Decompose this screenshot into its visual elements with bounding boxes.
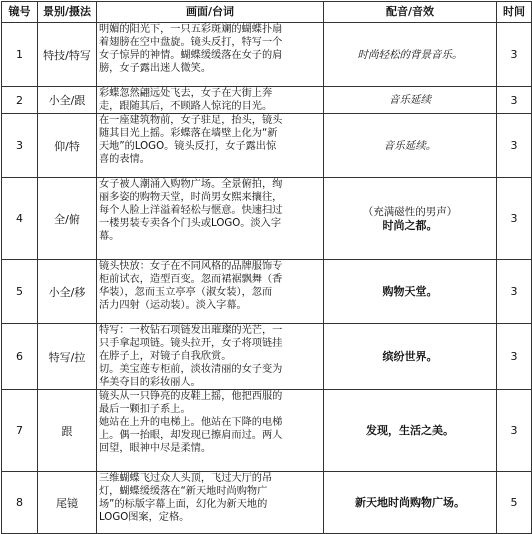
shot-duration: 3 [497, 87, 532, 114]
description-line: 喜的表情。 [99, 154, 150, 165]
description-line: 天地”的LOGO。镜头反打，女子露出惊 [99, 141, 277, 152]
shot-duration: 3 [497, 390, 532, 472]
description-line: 彩蝶忽然翩远处飞去，女子在大街上奔 [99, 88, 273, 99]
header-shot-number: 镜号 [2, 2, 38, 23]
shot-number: 8 [2, 472, 38, 534]
description-line: 特写：一枚钻石项链发出璀璨的光芒，一 [99, 325, 283, 336]
storyboard-table [1, 1, 532, 534]
voiceover-sound [324, 390, 497, 472]
table-row [2, 324, 532, 390]
voiceover-line: 缤纷世界。 [382, 349, 438, 363]
description-line: 走，跟随其后，不顾路人惊诧的目光。 [99, 101, 273, 112]
shot-duration: 3 [497, 260, 532, 324]
voiceover-line: 新天地时尚购物广场。 [355, 495, 465, 509]
scene-description [97, 114, 324, 178]
scene-description [97, 324, 324, 390]
voiceover-line: 购物天堂。 [382, 284, 438, 298]
description-line: 随其目光上摇。彩蝶落在墙壁上化为“新 [99, 128, 278, 139]
voiceover-sound [324, 178, 497, 260]
description-line: 明媚的阳光下，一只五彩斑斓的蝴蝶扑扇 [99, 24, 283, 35]
description-line: 三维蝴蝶飞过众人头顶，飞过大厅的吊 [99, 473, 273, 484]
shot-number: 2 [2, 87, 38, 114]
voiceover-line: 时尚之都。 [382, 218, 438, 232]
description-line: 她站在上升的电梯上。他站在下降的电梯 [99, 417, 283, 428]
shot-duration: 3 [497, 324, 532, 390]
table-row [2, 114, 532, 178]
description-line: 只手拿起项链。镜头拉开，女子将项链挂 [99, 338, 283, 349]
description-line: 一楼男装专卖各个门头或LOGO。淡入字 [99, 218, 282, 229]
shot-duration: 3 [497, 178, 532, 260]
description-line: 每个人脸上洋溢着轻松与惬意。快速扫过 [99, 205, 283, 216]
shot-duration: 3 [497, 23, 532, 87]
shot-type: 全/俯 [38, 178, 97, 260]
description-line: 活力四射（运动装）。淡入字幕。 [99, 300, 247, 311]
scene-description [97, 390, 324, 472]
description-line: 镜头快放：女子在不同风格的品牌服饰专 [99, 261, 283, 272]
description-line: 女子惊异的神情。蝴蝶缓缓落在女子的肩 [99, 50, 283, 61]
shot-type: 小全/移 [38, 260, 97, 324]
voiceover-line: 音乐延续。 [383, 139, 437, 152]
description-line: 丽多姿的购物天堂，时尚男女熙来攘往， [99, 192, 283, 203]
description-line: 着翅膀在空中盘旋。镜头反打，特写一个 [99, 37, 283, 48]
header-row [2, 2, 532, 23]
voiceover-sound [324, 87, 497, 114]
voiceover-sound [324, 472, 497, 534]
table-row [2, 472, 532, 534]
description-line: 在一座建筑物前，女子驻足，抬头，镜头 [99, 115, 283, 126]
scene-description [97, 23, 324, 87]
description-line: 最后一颗扣子系上。 [99, 404, 191, 415]
description-line: 场”的标版字幕上面，幻化为新天地的 [99, 499, 268, 510]
description-line: 膀，女子露出迷人微笑。 [99, 63, 212, 74]
scene-description [97, 178, 324, 260]
table-row [2, 178, 532, 260]
description-line: 在脖子上，对镜子自我欣赏。 [99, 351, 232, 362]
voiceover-sound [324, 260, 497, 324]
shot-type: 特技/特写 [38, 23, 97, 87]
voiceover-line: 音乐延续 [389, 94, 431, 106]
voiceover-sound [324, 23, 497, 87]
table-row [2, 390, 532, 472]
header-shot-type: 景别/摄法 [38, 2, 97, 23]
description-line: 回望，眼神中尽是柔情。 [99, 443, 212, 454]
shot-type: 特写/拉 [38, 324, 97, 390]
table-row [2, 23, 532, 87]
voice-direction: （充满磁性的男声） [362, 205, 458, 218]
voiceover-line: 时尚轻松的背景音乐。 [357, 48, 463, 61]
shot-duration: 3 [497, 114, 532, 178]
description-line: 华装），忽而玉立亭亭（淑女装），忽而 [99, 287, 273, 298]
header-time: 时间 [497, 2, 532, 23]
shot-number: 5 [2, 260, 38, 324]
description-line: 镜头从一只铮亮的皮鞋上摇，他把西服的 [99, 391, 283, 402]
voiceover-sound [324, 114, 497, 178]
shot-number: 6 [2, 324, 38, 390]
voiceover-line: 发现，生活之美。 [366, 423, 454, 437]
shot-number: 1 [2, 23, 38, 87]
description-line: LOGO图案，定格。 [99, 512, 190, 523]
shot-number: 7 [2, 390, 38, 472]
shot-type: 仰/特 [38, 114, 97, 178]
table-row [2, 260, 532, 324]
shot-type: 跟 [38, 390, 97, 472]
description-line: 切。美宝莲专柜前，淡妆清丽的女子变为 [99, 364, 283, 375]
header-picture-lines: 画面/台词 [97, 2, 324, 23]
description-line: 女子被人潮涌入购物广场。全景俯拍，绚 [99, 179, 283, 190]
scene-description [97, 472, 324, 534]
scene-description [97, 260, 324, 324]
description-line: 柜前试衣，造型百变。忽而裙裾飘舞（香 [99, 274, 283, 285]
description-line: 华美夺目的彩妆丽人。 [99, 377, 201, 388]
description-line: 上。偶一抬眼，却发现已擦肩而过。两人 [99, 430, 283, 441]
scene-description [97, 87, 324, 114]
shot-duration: 5 [497, 472, 532, 534]
description-line: 幕。 [99, 231, 120, 242]
table-row [2, 87, 532, 114]
shot-number: 3 [2, 114, 38, 178]
description-line: 灯，蝴蝶缓缓落在“新天地时尚购物广 [99, 486, 268, 497]
header-voice-sound: 配音/音效 [324, 2, 497, 23]
shot-type: 小全/跟 [38, 87, 97, 114]
shot-type: 尾镜 [38, 472, 97, 534]
voiceover-sound [324, 324, 497, 390]
shot-number: 4 [2, 178, 38, 260]
table-body [2, 23, 532, 534]
